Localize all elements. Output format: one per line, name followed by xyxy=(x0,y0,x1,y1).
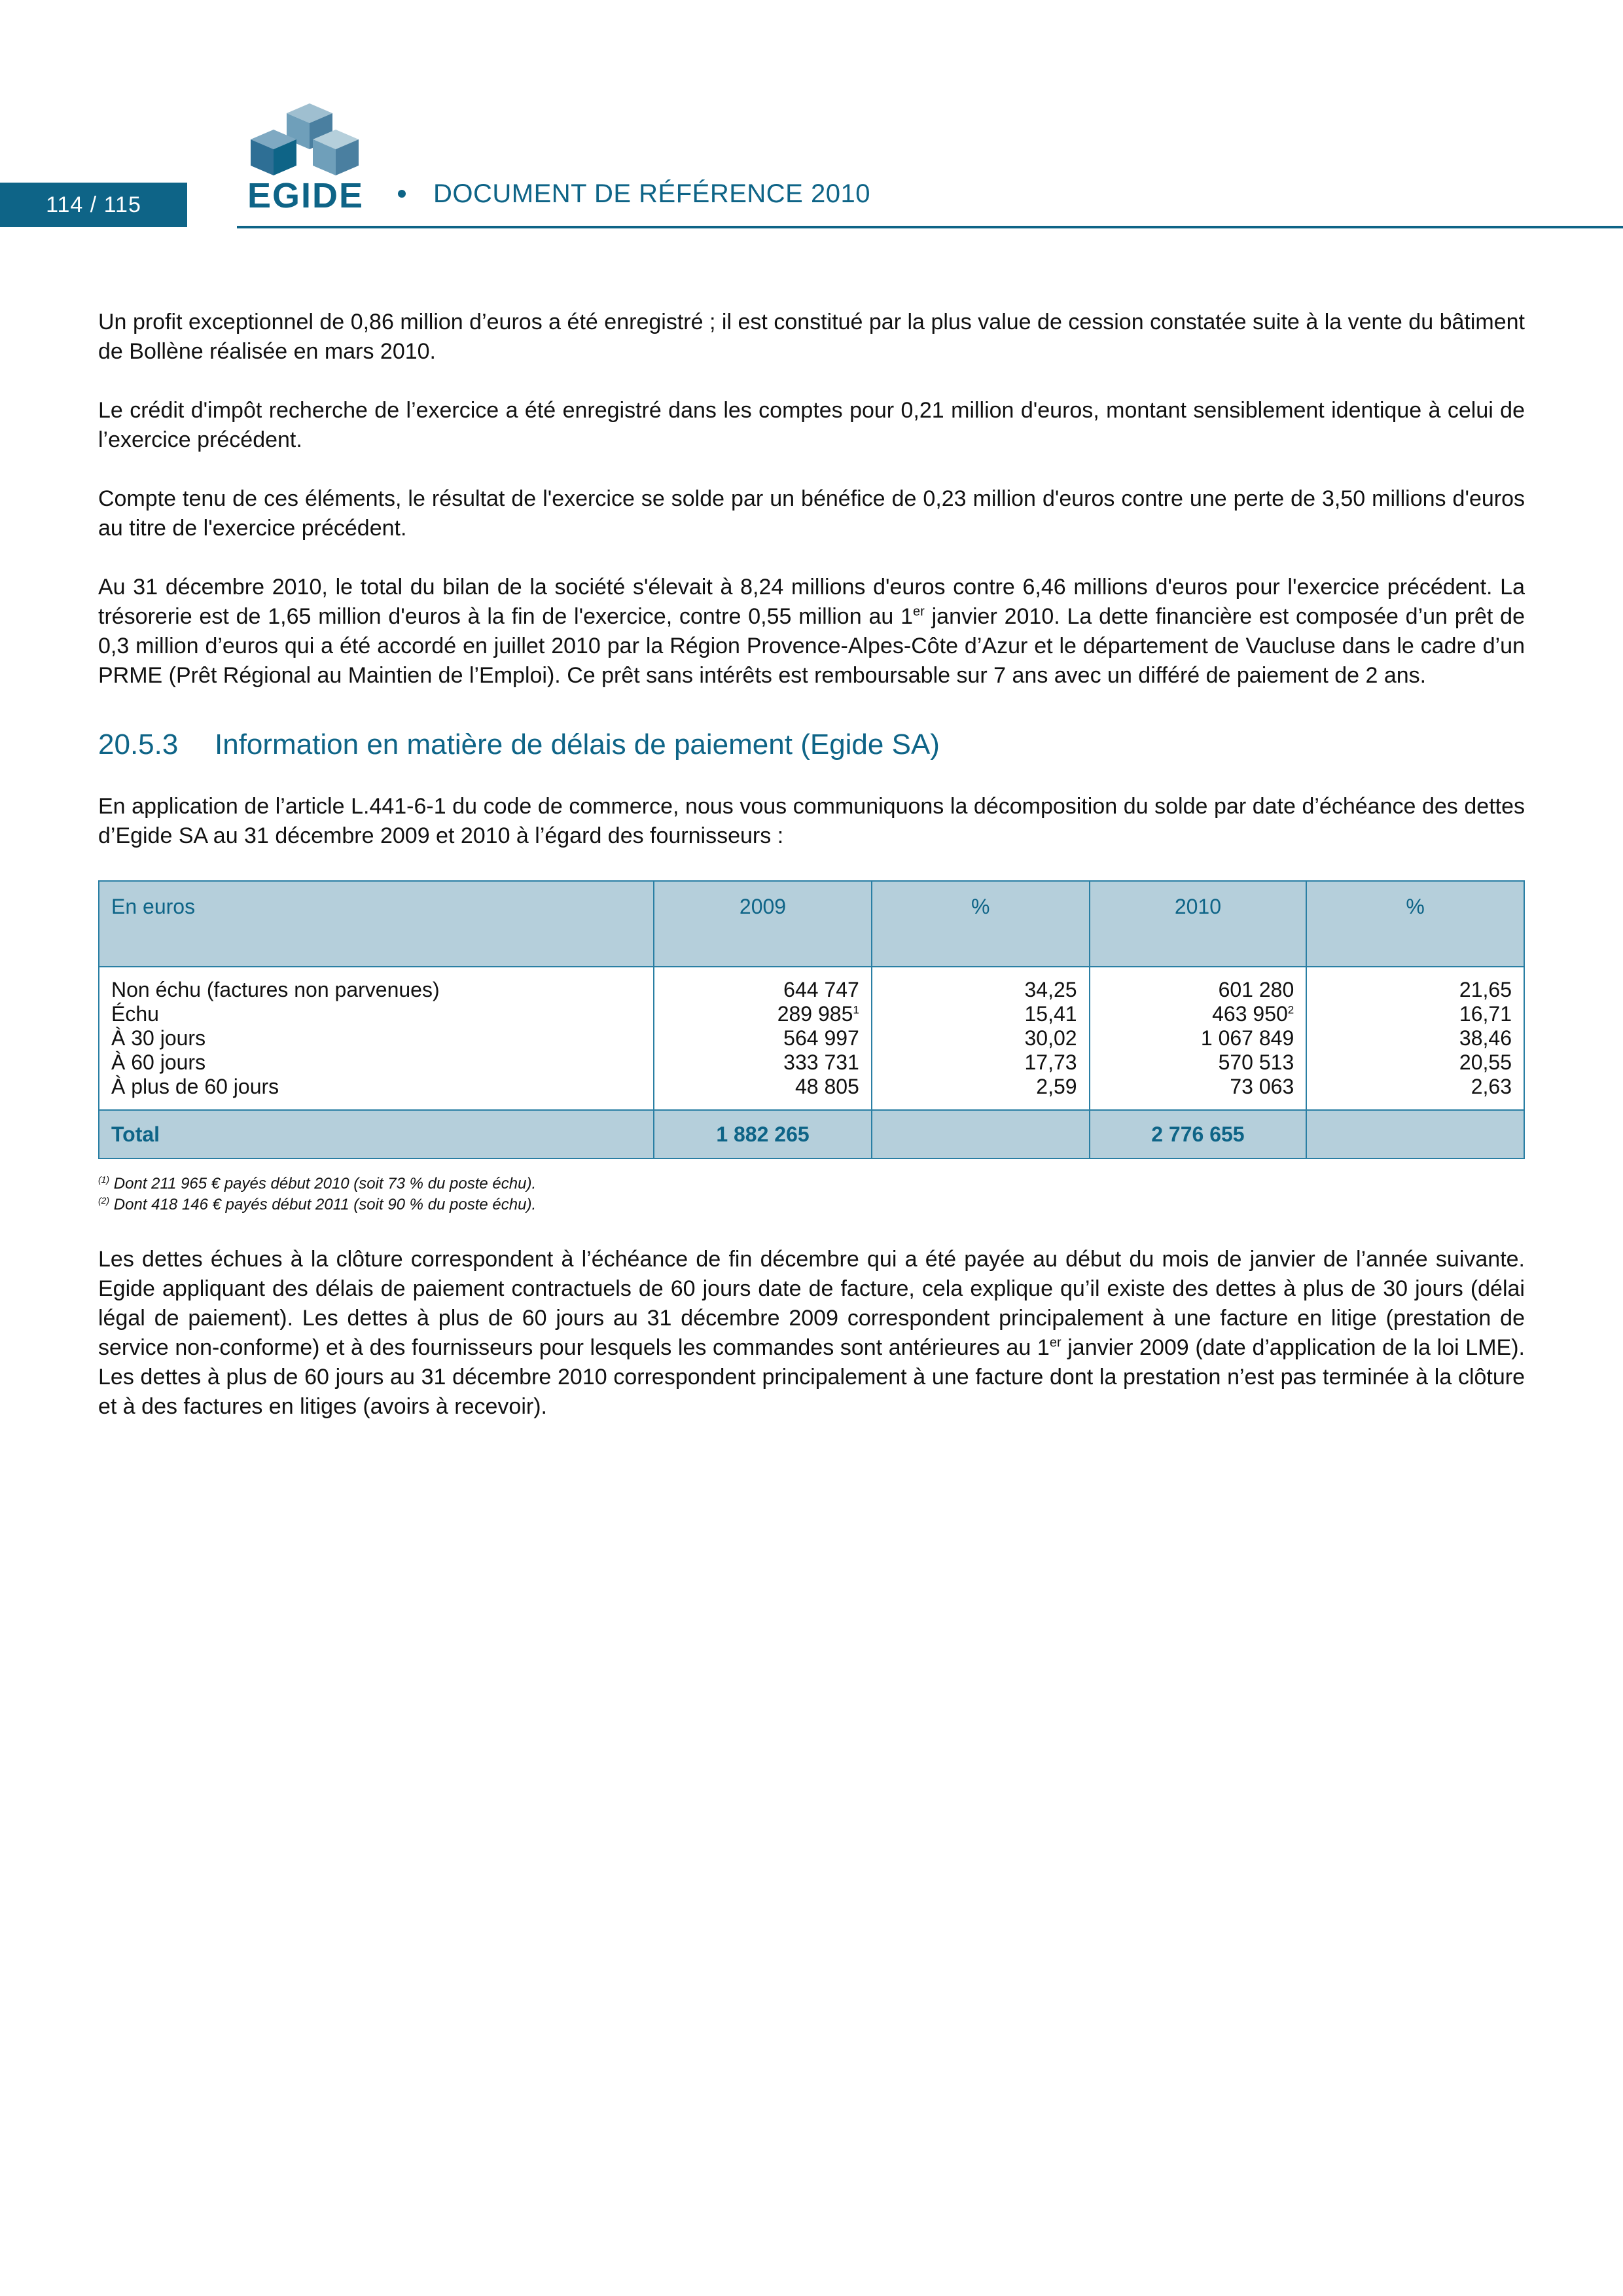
row-label: À plus de 60 jours xyxy=(111,1075,279,1098)
table-header-row xyxy=(99,881,1524,967)
percent-2010: 16,71 xyxy=(1459,1002,1512,1026)
value-2009: 333 731 xyxy=(783,1050,859,1074)
page-content xyxy=(98,308,1525,1451)
row-label: À 60 jours xyxy=(111,1050,206,1074)
table-body-row xyxy=(99,967,1524,1110)
total-2009: 1 882 265 xyxy=(654,1110,872,1158)
total-percent-2009-empty xyxy=(872,1110,1090,1158)
section-intro: En application de l’article L.441-6-1 du code de commerce, nous vous communiquons la décomposition du solde par date d’échéance des dettes d’Egide SA au 31 décembre 2009 et 2010 à l’égard des fournisseurs : xyxy=(98,794,1525,848)
value-2009: 564 997 xyxy=(783,1026,859,1050)
value-2009: 289 985$^1$ xyxy=(777,1002,859,1026)
section-heading xyxy=(98,730,1525,759)
section-number: 20.5.3 xyxy=(98,728,179,761)
row-label: Non échu (factures non parvenues) xyxy=(111,978,440,1001)
value-2009: 644 747 xyxy=(783,978,859,1001)
values-2009-cell xyxy=(654,967,872,1110)
value-2009: 48 805 xyxy=(794,1075,859,1098)
footnote-1: $^{(1)}$ Dont 211 965 € payés début 2010 (soit 73 % du poste échu). xyxy=(98,1174,537,1193)
row-labels-cell xyxy=(99,967,654,1110)
value-2010: 601 280 xyxy=(1218,978,1294,1001)
header-bullet xyxy=(398,190,406,198)
header-percent-2009: % xyxy=(872,881,1090,967)
percent-2009: 15,41 xyxy=(1024,1002,1077,1026)
value-2010: 463 950$^2$ xyxy=(1212,1002,1294,1026)
paragraph-research-tax-credit: Le crédit d'impôt recherche de l’exercice a été enregistré dans les comptes pour 0,21 million d'euros, montant sensiblement identique à celui de l’exercice précédent. xyxy=(98,398,1525,452)
paragraph-closing-part2: janvier 2009 (date d’application de la loi LME). Les dettes à plus de 60 jours au 31 décembre 2010 correspondent principalement à une facture dont la prestation n’est pas terminée à la clôture et à des factures en litiges (avoirs à recevoir). xyxy=(98,1335,1525,1419)
ordinal-superscript: er xyxy=(1049,1335,1061,1350)
supplier-debt-table xyxy=(98,880,1525,1159)
percent-2009: 30,02 xyxy=(1024,1026,1077,1050)
header-en-euros: En euros xyxy=(99,881,654,967)
total-label: Total xyxy=(99,1110,654,1158)
header-divider xyxy=(237,226,1623,228)
header-2010: 2010 xyxy=(1090,881,1307,967)
percent-2009: 2,59 xyxy=(1036,1075,1077,1098)
document-title: DOCUMENT DE RÉFÉRENCE 2010 xyxy=(433,179,870,208)
header-2009: 2009 xyxy=(654,881,872,967)
section-title: Information en matière de délais de paiement (Egide SA) xyxy=(215,728,940,761)
value-2010: 1 067 849 xyxy=(1200,1026,1294,1050)
table-total-row xyxy=(99,1110,1524,1158)
values-2010-cell xyxy=(1090,967,1307,1110)
paragraph-closing xyxy=(98,1245,1525,1422)
footnote-marker: 1 xyxy=(853,1003,859,1016)
percent-2010-cell xyxy=(1306,967,1524,1110)
percent-2009: 34,25 xyxy=(1024,978,1077,1001)
paragraph-closing-part1: Les dettes échues à la clôture correspondent à l’échéance de fin décembre qui a été payée au début du mois de janvier de l’année suivante. Egide appliquant des délais de paiement contractuels de 60 jours date de facture, cela explique qu’il existe des dettes à plus de 30 jours (délai légal de paiement). Les dettes à plus de 60 jours au 31 décembre 2009 correspondent principalement à une facture en litige (prestation de service non-conforme) et à des fournisseurs pour lesquels les commandes sont antérieures au 1 xyxy=(98,1247,1525,1360)
paragraph-net-result: Compte tenu de ces éléments, le résultat de l'exercice se solde par un bénéfice de 0,23 million d'euros contre une perte de 3,50 millions d'euros au titre de l'exercice précédent. xyxy=(98,486,1525,541)
paragraph-exceptional-profit: Un profit exceptionnel de 0,86 million d’euros a été enregistré ; il est constitué par la plus value de cession constatée suite à la vente du bâtiment de Bollène réalisée en mars 2010. xyxy=(98,310,1525,364)
paragraph-balance-sheet xyxy=(98,573,1525,691)
header-percent-2010: % xyxy=(1306,881,1524,967)
percent-2009-cell xyxy=(872,967,1090,1110)
value-2010: 570 513 xyxy=(1218,1050,1294,1074)
page-number: 114 / 115 xyxy=(0,183,187,227)
percent-2009: 17,73 xyxy=(1024,1050,1077,1074)
egide-logo-text: EGIDE xyxy=(247,176,365,215)
footnote-marker: 2 xyxy=(1287,1003,1294,1016)
percent-2010: 20,55 xyxy=(1459,1050,1512,1074)
value-2010: 73 063 xyxy=(1230,1075,1294,1098)
ordinal-superscript: er xyxy=(913,604,925,619)
footnote-2: $^{(2)}$ Dont 418 146 € payés début 2011 (soit 90 % du poste échu). xyxy=(98,1195,537,1213)
row-label: À 30 jours xyxy=(111,1026,206,1050)
table-footnotes xyxy=(98,1174,1525,1215)
total-2010: 2 776 655 xyxy=(1090,1110,1307,1158)
paragraph-balance-sheet-part2: janvier 2010. La dette financière est composée d’un prêt de 0,3 million d’euros qui a été accordé en juillet 2010 par la Région Provence-Alpes-Côte d’Azur et le département de Vaucluse dans le cadre d’un PRME (Prêt Régional au Maintien de l’Emploi). Ce prêt sans intérêts est remboursable sur 7 ans avec un différé de paiement de 2 ans. xyxy=(98,604,1525,688)
row-label: Échu xyxy=(111,1002,159,1026)
percent-2010: 21,65 xyxy=(1459,978,1512,1001)
percent-2010: 2,63 xyxy=(1471,1075,1512,1098)
paragraph-balance-sheet-part1: Au 31 décembre 2010, le total du bilan de la société s'élevait à 8,24 millions d'euros contre 6,46 millions d'euros pour l'exercice précédent. La trésorerie est de 1,65 million d'euros à la fin de l'exercice, contre 0,55 million au 1 xyxy=(98,575,1525,629)
percent-2010: 38,46 xyxy=(1459,1026,1512,1050)
total-percent-2010-empty xyxy=(1306,1110,1524,1158)
